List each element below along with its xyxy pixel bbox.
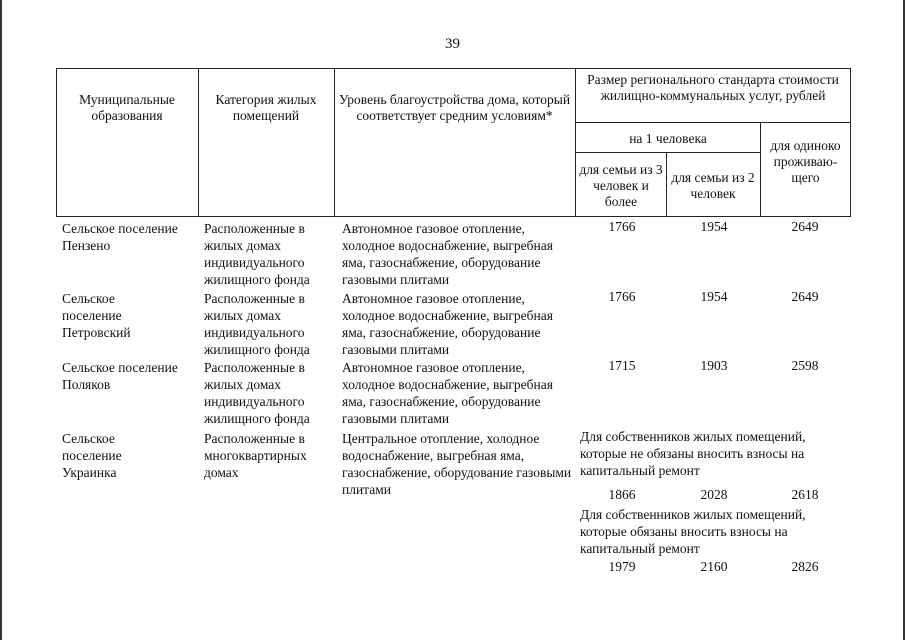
- col-border-0: [56, 68, 57, 216]
- row1-family2: 1954: [700, 219, 728, 234]
- row2-category: Расположенные в жилых домах индивидуального жилищного фонда: [204, 291, 310, 357]
- row4-note-a: Для собственников жилых помещений, которые не обязаны вносить взносы на капитальный ремонт: [580, 429, 806, 478]
- header-level: Уровень благоустройства дома, который соответствует средним условиям*: [338, 92, 571, 123]
- row4-a-family3: 1866: [608, 487, 636, 502]
- subheader-rule-2: [575, 152, 761, 153]
- row1-level: Автономное газовое отопление, холодное водоснабжение, выгребная яма, газоснабжение, оборудование газовыми плитами: [342, 221, 553, 287]
- row3-level: Автономное газовое отопление, холодное водоснабжение, выгребная яма, газоснабжение, оборудование газовыми плитами: [342, 360, 553, 426]
- row4-note-b: Для собственников жилых помещений, которые обязаны вносить взносы на капитальный ремонт: [580, 507, 806, 556]
- row2-family3: 1766: [608, 289, 636, 304]
- row3-family2: 1903: [700, 358, 728, 373]
- row4-category: Расположенные в многоквартирных домах: [204, 431, 307, 480]
- row2-family2: 1954: [700, 289, 728, 304]
- header-standard: Размер регионального стандарта стоимости жилищно-коммунальных услуг, рублей: [587, 72, 839, 103]
- row3-category: Расположенные в жилых домах индивидуального жилищного фонда: [204, 360, 310, 426]
- row3-family3: 1715: [608, 358, 636, 373]
- col-border-1: [198, 68, 199, 216]
- row4-b-family2: 2160: [700, 559, 728, 574]
- page-number: 39: [445, 36, 460, 52]
- row3-municipality: Сельское поселение Поляков: [62, 360, 178, 392]
- subheader-rule-1: [575, 122, 851, 123]
- row2-municipality: Сельское поселение Петровский: [62, 291, 131, 340]
- row1-municipality: Сельское поселение Пензено: [62, 221, 178, 253]
- row4-a-single: 2618: [791, 487, 819, 502]
- row1-single: 2649: [791, 219, 819, 234]
- col-border-6: [850, 68, 851, 216]
- header-municipality: Муниципальные образования: [79, 92, 175, 123]
- col-border-5: [760, 122, 761, 216]
- header-single: для одиноко проживаю-щего: [770, 138, 841, 185]
- header-family3: для семьи из 3 человек и более: [579, 162, 663, 209]
- row1-category: Расположенные в жилых домах индивидуального жилищного фонда: [204, 221, 310, 287]
- row3-single: 2598: [791, 358, 819, 373]
- header-family2: для семьи из 2 человек: [671, 170, 755, 201]
- row1-family3: 1766: [608, 219, 636, 234]
- col-border-4: [666, 152, 667, 216]
- header-bottom-rule: [56, 216, 851, 217]
- col-border-3: [575, 68, 576, 216]
- row4-b-single: 2826: [791, 559, 819, 574]
- row4-a-family2: 2028: [700, 487, 728, 502]
- row4-municipality: Сельское поселение Украинка: [62, 431, 122, 480]
- row4-level: Центральное отопление, холодное водоснабжение, выгребная яма, газоснабжение, оборудование газовыми плитами: [342, 431, 572, 497]
- table-top-rule: [56, 68, 851, 69]
- col-border-2: [334, 68, 335, 216]
- header-per-person: на 1 человека: [629, 131, 707, 146]
- row2-single: 2649: [791, 289, 819, 304]
- scan-edge-left: [0, 0, 2, 640]
- row2-level: Автономное газовое отопление, холодное водоснабжение, выгребная яма, газоснабжение, оборудование газовыми плитами: [342, 291, 553, 357]
- header-category: Категория жилых помещений: [215, 92, 317, 123]
- row4-b-family3: 1979: [608, 559, 636, 574]
